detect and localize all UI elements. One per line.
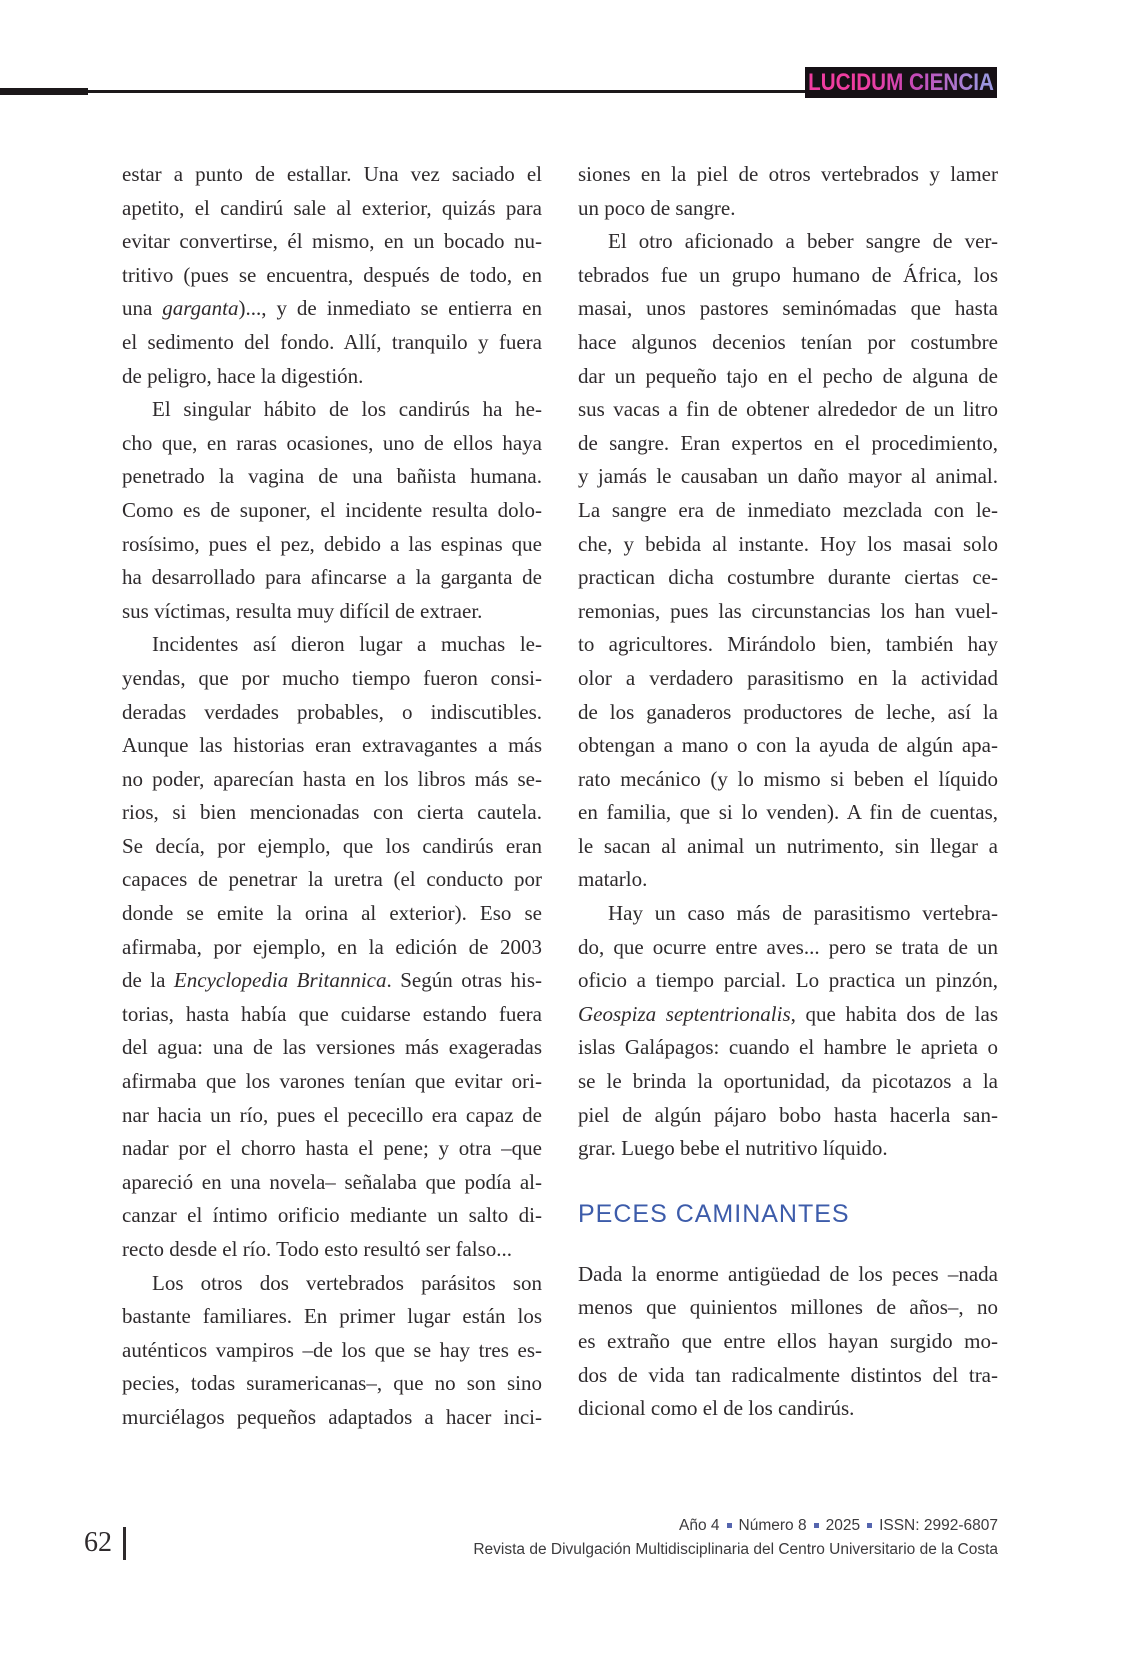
text-line: piel de algún pájaro bobo hasta hacerla san- [578, 1102, 998, 1127]
text-line: le sacan al animal un nutrimento, sin llegar a [578, 833, 998, 858]
text-line: murciélagos pequeños adaptados a hacer inci- [122, 1404, 542, 1429]
text-line: auténticos vampiros –de los que se hay tres es- [122, 1337, 542, 1362]
text-line: practican dicha costumbre durante ciertas ce- [578, 565, 998, 590]
text-line: evitar convertirse, él mismo, en un bocado nu- [122, 229, 542, 254]
header-rule-thick [0, 88, 88, 95]
footer-meta-part: 2025 [825, 1517, 861, 1534]
text-line: Como es de suponer, el incidente resulta dolo- [122, 497, 542, 522]
text-line: masai, unos pastores seminómadas que hasta [578, 296, 998, 321]
text-line: tritivo (pues se encuentra, después de todo, en [122, 262, 542, 287]
text-line: cho que, en raras ocasiones, uno de ellos haya [122, 430, 542, 455]
text-line: recto desde el río. Todo esto resultó ser falso... [122, 1237, 513, 1261]
footer-publication-line: Revista de Divulgación Multidisciplinaria del Centro Universitario de la Costa [473, 1541, 998, 1558]
text-line: penetrado la vagina de una bañista humana. [122, 464, 542, 489]
text-line: del agua: una de las versiones más exageradas [122, 1035, 542, 1060]
paragraph [122, 393, 542, 628]
journal-logo [805, 67, 997, 98]
text-line: rato mecánico (y lo mismo si beben el líquido [578, 766, 998, 791]
text-line: El singular hábito de los candirús ha he- [152, 397, 542, 422]
square-bullet-icon [867, 1523, 872, 1528]
article-columns [122, 158, 998, 1435]
section-heading: PECES CAMINANTES [578, 1199, 850, 1228]
journal-logo-text: LUCIDUM CIENCIA [808, 68, 994, 96]
text-line: Geospiza septentrionalis, que habita dos de las [578, 1001, 998, 1026]
text-line: un poco de sangre. [578, 195, 736, 220]
text-line: olor a verdadero parasitismo en la actividad [578, 665, 998, 690]
text-line: che, y bebida al instante. Hoy los masai solo [578, 531, 998, 556]
text-line: bastante familiares. En primer lugar están los [122, 1304, 542, 1329]
text-line: tebrados fue un grupo humano de África, los [578, 262, 998, 287]
footer-meta-part: Número 8 [738, 1517, 807, 1534]
text-line: oficio a tiempo parcial. Lo practica un pinzón, [578, 968, 998, 993]
text-line: deradas verdades probables, o indiscutibles. [122, 699, 542, 724]
text-line: grar. Luego bebe el nutritivo líquido. [578, 1136, 888, 1161]
text-line: afirmaba que los varones tenían que evitar ori- [122, 1069, 542, 1094]
page-number: 62 [84, 1527, 112, 1558]
text-line: no poder, aparecían hasta en los libros más se- [122, 766, 542, 791]
paragraph [122, 158, 542, 393]
text-line: canzar el íntimo orificio mediante un salto di- [122, 1203, 542, 1228]
text-line: ha desarrollado para afincarse a la garganta de [122, 565, 542, 590]
text-line: Los otros dos vertebrados parásitos son [152, 1270, 542, 1295]
text-line: obtengan a mano o con la ayuda de algún apa- [578, 733, 998, 758]
text-line: de sangre. Eran expertos en el procedimiento, [578, 430, 998, 455]
text-line: rios, si bien mencionadas con cierta cautela. [122, 800, 542, 825]
text-line: remonias, pues las circunstancias los han vuel- [578, 598, 998, 623]
paragraph [578, 897, 998, 1166]
text-line: do, que ocurre entre aves... pero se trata de un [578, 934, 998, 959]
square-bullet-icon [814, 1523, 819, 1528]
text-line: to agricultores. Mirándolo bien, también hay [578, 632, 998, 657]
text-line: islas Galápagos: cuando el hambre le aprieta o [578, 1035, 998, 1060]
text-line: nadar por el chorro hasta el pene; y otra –que [122, 1136, 542, 1161]
text-line: una garganta)..., y de inmediato se entierra en [122, 296, 542, 321]
text-line: nar hacia un río, pues el pececillo era capaz de [122, 1102, 542, 1127]
text-line: de la Encyclopedia Britannica. Según otras his- [122, 968, 542, 993]
text-line: hace algunos decenios tenían por costumbre [578, 329, 998, 354]
text-line: Incidentes así dieron lugar a muchas le- [152, 632, 542, 657]
footer-meta-part: Año 4 [679, 1517, 720, 1534]
text-line: menos que quinientos millones de años–, no [578, 1295, 998, 1320]
text-line: El otro aficionado a beber sangre de ver- [608, 229, 998, 254]
text-line: apareció en una novela– señalaba que podía al- [122, 1169, 542, 1194]
text-line: dos de vida tan radicalmente distintos del tra- [578, 1362, 998, 1387]
text-line: dar un pequeño tajo en el pecho de alguna de [578, 363, 998, 388]
text-line: Se decía, por ejemplo, que los candirús eran [122, 833, 542, 858]
text-line: dicional como el de los candirús. [578, 1396, 855, 1421]
footer-divider [123, 1527, 126, 1560]
square-bullet-icon [727, 1523, 732, 1528]
text-line: apetito, el candirú sale al exterior, quizás para [122, 195, 542, 220]
text-line: donde se emite la orina al exterior). Eso se [122, 901, 542, 926]
text-line: estar a punto de estallar. Una vez saciado el [122, 162, 542, 186]
text-line: Hay un caso más de parasitismo vertebra- [608, 901, 998, 926]
text-line: yendas, que por mucho tiempo fueron consi- [122, 665, 542, 690]
text-line: Aunque las historias eran extravagantes a más [122, 733, 542, 758]
text-line: es extraño que entre ellos hayan surgido mo- [578, 1329, 998, 1353]
text-line: sus vacas a fin de obtener alrededor de un litro [578, 397, 998, 422]
text-line: rosísimo, pues el pez, debido a las espinas que [122, 531, 542, 556]
text-line: sus víctimas, resulta muy difícil de extraer. [122, 598, 483, 623]
text-line: siones en la piel de otros vertebrados y lamer [578, 162, 998, 186]
text-column-right [578, 158, 998, 1435]
footer-info [473, 1514, 998, 1562]
text-line: en familia, que si lo venden). A fin de cuentas, [578, 800, 998, 825]
text-line: matarlo. [578, 867, 648, 892]
paragraph [122, 1267, 542, 1435]
paragraph [578, 1258, 998, 1426]
text-line: de peligro, hace la digestión. [122, 363, 364, 388]
text-line: de los ganaderos productores de leche, así la [578, 699, 998, 724]
text-line: y jamás le causaban un daño mayor al animal. [578, 464, 998, 489]
footer-meta-line [473, 1514, 998, 1538]
paragraph [578, 225, 998, 897]
text-line: torias, hasta había que cuidarse estando fuera [122, 1001, 542, 1026]
text-line: afirmaba, por ejemplo, en la edición de 2003 [122, 934, 542, 959]
text-line: el sedimento del fondo. Allí, tranquilo y fuera [122, 329, 542, 354]
text-line: capaces de penetrar la uretra (el conducto por [122, 867, 542, 892]
text-line: pecies, todas suramericanas–, que no son sino [122, 1371, 542, 1396]
footer-meta-part: ISSN: 2992-6807 [879, 1517, 998, 1534]
paragraph [122, 628, 542, 1266]
text-column-left [122, 158, 542, 1435]
text-line: Dada la enorme antigüedad de los peces –nada [578, 1261, 998, 1286]
text-line: se le brinda la oportunidad, da picotazos a la [578, 1069, 998, 1094]
paragraph [578, 158, 998, 225]
header-rule-thin [88, 90, 805, 93]
text-line: La sangre era de inmediato mezclada con le- [578, 497, 998, 522]
